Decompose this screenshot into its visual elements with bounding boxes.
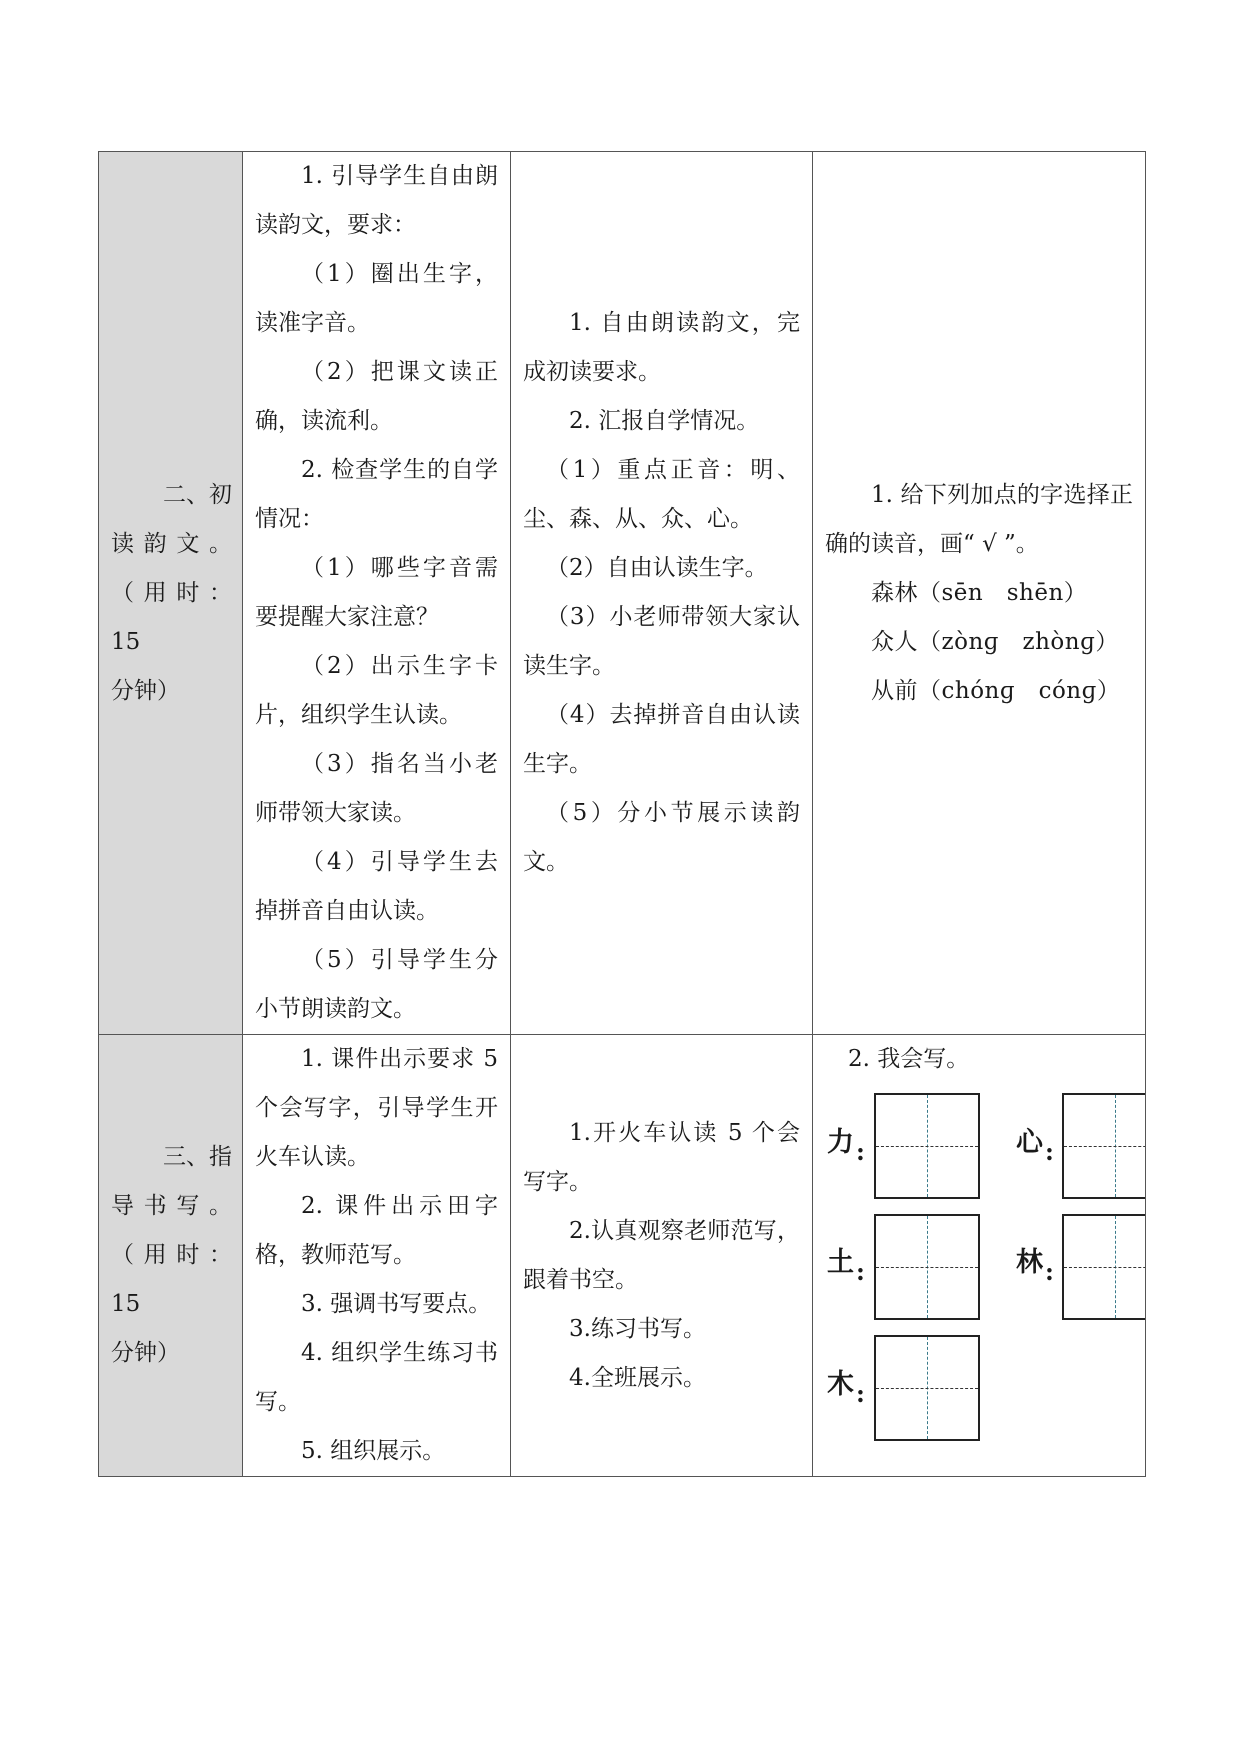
stage-cell bbox=[99, 1035, 243, 1477]
grid-colon: : bbox=[856, 1137, 865, 1166]
writing-grid-area bbox=[813, 1084, 1145, 1474]
student-activity: 1. 自由朗读韵文，完成初读要求。 bbox=[523, 310, 800, 385]
grid-char-label: 土 bbox=[827, 1247, 854, 1278]
teacher-activity: 1. 课件出示要求 5 个会写字，引导学生开火车认读。 bbox=[255, 1046, 498, 1170]
grid-colon: : bbox=[1045, 1137, 1054, 1166]
exercise-item: 众人（zònɡ zhònɡ） bbox=[871, 628, 1119, 655]
teacher-activity-cell bbox=[243, 152, 511, 1035]
exercise-item: 从前（chónɡ cónɡ） bbox=[871, 677, 1121, 704]
stage-text: 分钟） bbox=[111, 1340, 180, 1366]
stage-text: （用时：15 bbox=[111, 1242, 232, 1317]
student-activity: （1）重点正音：明、尘、森、从、众、心。 bbox=[523, 457, 800, 532]
teacher-activity: （4）引导学生去掉拼音自由认读。 bbox=[255, 849, 498, 924]
student-activity: （5）分小节展示读韵文。 bbox=[523, 800, 800, 875]
teacher-activity-cell bbox=[243, 1035, 511, 1477]
lesson-plan-table bbox=[98, 151, 1146, 1477]
stage-text: 导 书 写 。 bbox=[111, 1193, 232, 1219]
student-activity: （3）小老师带领大家认读生字。 bbox=[523, 604, 800, 679]
exercise-cell bbox=[813, 152, 1146, 1035]
teacher-activity: （5）引导学生分小节朗读韵文。 bbox=[255, 947, 498, 1022]
teacher-activity: 5. 组织展示。 bbox=[301, 1438, 446, 1464]
exercise-instruction: 2. 我会写。 bbox=[848, 1046, 970, 1072]
student-activity: 1.开火车认读 5 个会写字。 bbox=[523, 1119, 800, 1195]
stage-cell bbox=[99, 152, 243, 1035]
teacher-activity: 3. 强调书写要点。 bbox=[301, 1291, 492, 1317]
grid-char-label: 力 bbox=[827, 1127, 854, 1158]
student-activity-cell bbox=[511, 1035, 813, 1477]
student-activity: （4）去掉拼音自由认读生字。 bbox=[523, 702, 800, 777]
stage-text: 读 韵 文 。 bbox=[111, 530, 232, 557]
student-activity: 3.练习书写。 bbox=[569, 1315, 706, 1342]
stage-text: 分钟） bbox=[111, 677, 180, 704]
exercise-instruction: 1. 给下列加点的字选择正确的读音，画“ √ ”。 bbox=[825, 481, 1133, 557]
student-activity: （2）自由认读生字。 bbox=[546, 555, 768, 581]
grid-char-label: 木 bbox=[827, 1369, 854, 1400]
table-row bbox=[99, 1035, 1146, 1477]
teacher-activity: （3）指名当小老师带领大家读。 bbox=[255, 751, 498, 826]
student-activity: 2. 汇报自学情况。 bbox=[569, 408, 760, 434]
teacher-activity: 1. 引导学生自由朗读韵文，要求： bbox=[255, 163, 498, 238]
student-activity: 4.全班展示。 bbox=[569, 1364, 706, 1391]
tianzige-box[interactable] bbox=[874, 1093, 980, 1199]
teacher-activity: 2. 课件出示田字格，教师范写。 bbox=[255, 1193, 498, 1268]
grid-char-label: 心 bbox=[1016, 1127, 1043, 1158]
teacher-activity: （2）出示生字卡片，组织学生认读。 bbox=[255, 653, 498, 728]
grid-colon: : bbox=[1045, 1257, 1054, 1286]
stage-text: （用时：15 bbox=[111, 579, 232, 655]
student-activity-cell bbox=[511, 152, 813, 1035]
tianzige-box[interactable] bbox=[1062, 1214, 1146, 1320]
student-activity: 2.认真观察老师范写，跟着书空。 bbox=[523, 1217, 800, 1293]
teacher-activity: 4. 组织学生练习书写。 bbox=[255, 1340, 498, 1415]
teacher-activity: （1）哪些字音需要提醒大家注意？ bbox=[255, 555, 498, 630]
teacher-activity: 2. 检查学生的自学情况： bbox=[255, 457, 498, 532]
teacher-activity: （1）圈出生字，读准字音。 bbox=[255, 261, 498, 336]
grid-char-label: 林 bbox=[1016, 1247, 1043, 1278]
exercise-item: 森林（sēn shēn） bbox=[871, 579, 1088, 606]
grid-colon: : bbox=[856, 1257, 865, 1286]
stage-text: 三、指 bbox=[163, 1144, 232, 1170]
teacher-activity: （2）把课文读正确，读流利。 bbox=[255, 359, 498, 434]
tianzige-box[interactable] bbox=[874, 1214, 980, 1320]
table-row bbox=[99, 152, 1146, 1035]
tianzige-box[interactable] bbox=[874, 1335, 980, 1441]
grid-colon: : bbox=[856, 1379, 865, 1408]
tianzige-box[interactable] bbox=[1062, 1093, 1146, 1199]
writing-exercise-cell bbox=[813, 1035, 1146, 1477]
stage-text: 二、初 bbox=[163, 481, 232, 508]
